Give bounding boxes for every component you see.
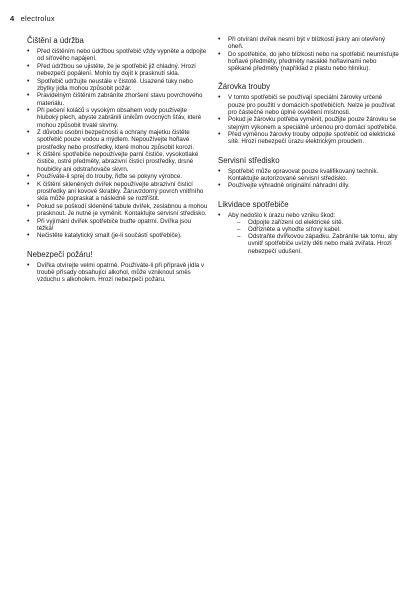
list-item: • Pokud je žárovku potřeba vyměnit, použijte pouze žárovku se stejným výkonem a speciálně určenou pro domácí spotřebiče. xyxy=(218,116,400,130)
list-item: • Pokud se poškodí skleněné tabule dvířek, zeslabnou a mohou prasknout. Je nutné je vyměnit. Kontaktujte servisní středisko. xyxy=(27,203,209,217)
list-item: • K čištění skleněných dvířek nepoužívejte abrazivní čisticí prostředky ani kovové škrabky. Žáruvzdorný povrch vnitřního skla může popraskat a následně se roztříštit. xyxy=(27,181,209,203)
list-item: • V tomto spotřebiči se používají speciální žárovky určené pouze pro použití v domácích spotřebičích. Nelze je používat pro částečné nebo úplné osvětlení místnosti. xyxy=(218,94,400,116)
disposal-steps xyxy=(228,219,400,255)
section-title-cleaning: Čištění a údržba xyxy=(27,36,84,45)
list-item: • Používáte-li sprej do trouby, řiďte se pokyny výrobce. xyxy=(27,173,209,180)
disposal-list xyxy=(218,212,400,255)
page-header xyxy=(10,14,55,23)
disposal-intro: Aby nedošlo k úrazu nebo vzniku škod: xyxy=(228,211,336,219)
left-column xyxy=(27,36,209,293)
disposal-step: – Odstraňte dvířkovou západku. Zabráníte tak tomu, aby uvnitř spotřebiče uvízly děti nebo malá zvířata. Hrozí nebezpečí udušení. xyxy=(228,233,400,255)
disposal-step: – Odpojte zařízení od elektrické sítě. xyxy=(228,219,400,226)
list-item: • Používejte výhradně originální náhradní díly. xyxy=(218,182,400,189)
list-item: • Před čištěním nebo údržbou spotřebič vždy vypněte a odpojte od síťového napájení. xyxy=(27,48,209,62)
section-fire xyxy=(27,250,209,284)
list-item: • Před údržbou se ujistěte, že je spotřebič již chladný. Hrozí nebezpečí popálení. Mohlo by dojít k prasknutí skla. xyxy=(27,63,209,77)
list-item: • Nečistěte katalytický smalt (je-li součástí spotřebiče). xyxy=(27,232,209,239)
list-item: • Do spotřebiče, do jeho blízkosti nebo na spotřebič neumisťujte hořlavé předměty, předměty nasáklé hořlavinami nebo spékané předměty (například z plastu nebo hliníku). xyxy=(218,51,400,73)
list-item: • Při otvírání dvířek nesmí být v blízkosti jiskry ani otevřený oheň. xyxy=(218,36,400,50)
fire-list-continued xyxy=(218,36,400,72)
list-item: • Při pečení koláčů s vysokým obsahem vody používejte hluboký plech, abyste zabránili únikům ovocných šťáv, které mohou způsobit trvalé skvrny. xyxy=(27,107,209,129)
cleaning-list xyxy=(27,48,209,240)
section-fire-continued xyxy=(218,36,400,72)
section-title-fire: Nebezpečí požáru! xyxy=(27,249,93,259)
right-column xyxy=(218,36,400,265)
service-list xyxy=(218,168,400,190)
section-title-disposal: Likvidace spotřebiče xyxy=(218,199,289,209)
list-item: • Spotřebič může opravovat pouze kvalifikovaný technik. Kontaktujte autorizované servisní středisko. xyxy=(218,168,400,182)
brand-name: electrolux xyxy=(20,14,55,23)
section-cleaning xyxy=(27,36,209,240)
fire-list xyxy=(27,262,209,284)
section-service xyxy=(218,156,400,190)
page-number: 4 xyxy=(10,14,15,23)
section-title-service: Servisní středisko xyxy=(218,155,280,165)
section-lamp xyxy=(218,82,400,145)
list-item: • Pravidelným čištěním zabráníte zhoršení stavu povrchového materiálu. xyxy=(27,92,209,106)
list-item: • Při vyjímání dvířek spotřebiče buďte opatrní. Dvířka jsou těžká! xyxy=(27,218,209,232)
section-title-lamp: Žárovka trouby xyxy=(218,82,271,92)
list-item: • Spotřebič udržujte neustále v čistotě. Usazené tuky nebo zbytky jídla mohou způsobit požár. xyxy=(27,78,209,92)
lamp-list xyxy=(218,94,400,145)
list-item: • Dvířka otvírejte velmi opatrně. Používáte-li při přípravě jídla v troubě přísady obsahující alkohol, může vzniknout směs vzduchu s alkoholem. Hrozí nebezpečí požáru. xyxy=(27,262,209,284)
list-item xyxy=(218,212,400,255)
disposal-step: – Odřízněte a vyhoďte síťový kabel. xyxy=(228,226,400,233)
list-item: • Před výměnou žárovky trouby odpojte spotřebič od elektrické sítě. Hrozí nebezpečí úrazu elektrickým proudem. xyxy=(218,131,400,145)
list-item: • Z důvodu osobní bezpečnosti a ochrany majetku čistěte spotřebič pouze vodou a mýdlem. Nepoužívejte hořlavé prostředky nebo prostředky, které mohou způsobit korozi. xyxy=(27,129,209,151)
list-item: • K čištění spotřebiče nepoužívejte parní čističe, vysokotlaké čističe, ostré předměty, abrazivní čisticí prostředky, drsné houbičky ani odstraňovače skvrn. xyxy=(27,151,209,173)
section-disposal xyxy=(218,200,400,255)
